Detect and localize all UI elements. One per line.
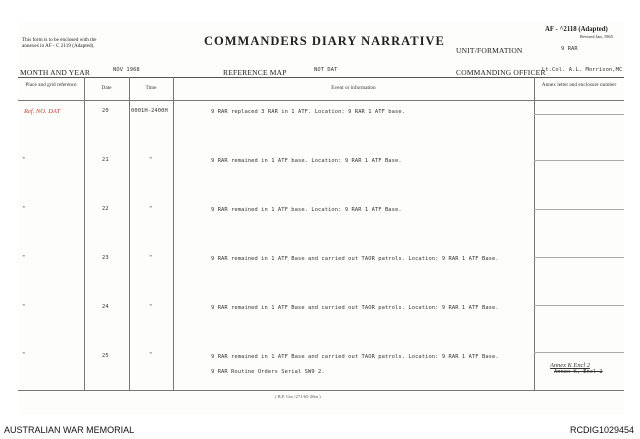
month-value: NOV 1968 bbox=[113, 67, 140, 73]
col-divider-time bbox=[173, 77, 174, 390]
annex-guide bbox=[534, 352, 624, 353]
annex-guide bbox=[534, 114, 624, 115]
month-label: MONTH AND YEAR bbox=[20, 68, 91, 77]
annex-guide bbox=[534, 209, 624, 210]
row-event: 9 RAR remained in 1 ATF base. Location: 9 RAR 1 ATF Base. bbox=[211, 207, 402, 213]
row-time: 0001H-2400H bbox=[131, 108, 168, 114]
reference-map-value: NOT DAT bbox=[314, 67, 338, 73]
row-event: 9 RAR remained in 1 ATF base. Location: 9 RAR 1 ATF Base. bbox=[211, 158, 402, 164]
printer-note: ( B.P. Cm.-271/65-20m ) bbox=[275, 394, 321, 399]
column-header-place: Place and grid reference bbox=[25, 82, 77, 88]
unit-value: 9 RAR bbox=[561, 46, 578, 52]
row-date: 24 bbox=[102, 304, 109, 310]
row-event-continued: 9 RAR Routine Orders Serial SW9 2. bbox=[211, 369, 325, 375]
row-place: " bbox=[22, 206, 26, 212]
annex-handwritten: Annex K Encl 2 bbox=[550, 362, 590, 369]
annex-typed: Annex K, Encl 2 bbox=[554, 369, 603, 375]
commanding-label: COMMANDING OFFICER bbox=[456, 68, 546, 77]
annex-guide bbox=[534, 305, 624, 306]
archive-footer-right: RCDIG1029454 bbox=[569, 425, 634, 435]
row-place: " bbox=[22, 304, 26, 310]
row-time: " bbox=[149, 157, 153, 163]
row-event: 9 RAR remained in 1 ATF Base and carried out TAOR patrols. Location: 9 RAR 1 ATF Base. bbox=[211, 305, 499, 311]
row-date: 21 bbox=[102, 157, 109, 163]
reference-map-label: REFERENCE MAP bbox=[223, 68, 287, 77]
row-time: " bbox=[149, 206, 153, 212]
col-divider-event bbox=[534, 77, 535, 390]
page-title: COMMANDERS DIARY NARRATIVE bbox=[204, 34, 445, 48]
row-event: 9 RAR remained in 1 ATF Base and carried out TAOR patrols. Location: 9 RAR 1 ATF Base. bbox=[211, 354, 499, 360]
column-header-time: Time bbox=[145, 85, 157, 91]
enclose-note-line2: annexes in AF - C 2119 (Adapted). bbox=[22, 43, 95, 49]
form-number: AF - ^2118 (Adapted) bbox=[545, 26, 608, 33]
row-place-handwritten: Ref. NO. DAT bbox=[24, 108, 61, 115]
enclose-note-line1: This form is to be enclosed with the bbox=[22, 37, 97, 43]
table-rule-bottom bbox=[18, 390, 624, 391]
row-date: 20 bbox=[102, 108, 109, 114]
row-place: " bbox=[22, 157, 26, 163]
row-place: " bbox=[22, 352, 26, 358]
column-header-event: Event or information bbox=[331, 85, 376, 91]
enclose-note bbox=[22, 37, 142, 49]
unit-label: UNIT/FORMATION bbox=[456, 46, 523, 55]
commanding-value: Lt.Col. A.L. Morrison,MC bbox=[542, 67, 623, 73]
annex-guide bbox=[534, 257, 624, 258]
col-divider-place bbox=[84, 77, 85, 390]
row-event: 9 RAR remained in 1 ATF Base and carried out TAOR patrols. Location: 9 RAR 1 ATF Base. bbox=[211, 256, 499, 262]
col-divider-date bbox=[129, 77, 130, 390]
archive-footer-left: AUSTRALIAN WAR MEMORIAL bbox=[4, 425, 135, 435]
annex-guide bbox=[534, 160, 624, 161]
row-time: " bbox=[149, 304, 153, 310]
row-date: 22 bbox=[102, 206, 109, 212]
row-time: " bbox=[149, 352, 153, 358]
row-time: " bbox=[149, 255, 153, 261]
row-date: 23 bbox=[102, 255, 109, 261]
row-place: " bbox=[22, 255, 26, 261]
row-event: 9 RAR replaced 3 RAR in 1 ATF. Location: 9 RAR 1 ATF base. bbox=[211, 109, 406, 115]
column-header-date: Date bbox=[101, 85, 112, 91]
row-date: 25 bbox=[102, 353, 109, 359]
diary-sheet bbox=[18, 22, 624, 415]
revised-date: Revised Jan, 1965 bbox=[580, 34, 613, 39]
column-header-annex: Annex letter and enclosure number bbox=[541, 82, 617, 88]
